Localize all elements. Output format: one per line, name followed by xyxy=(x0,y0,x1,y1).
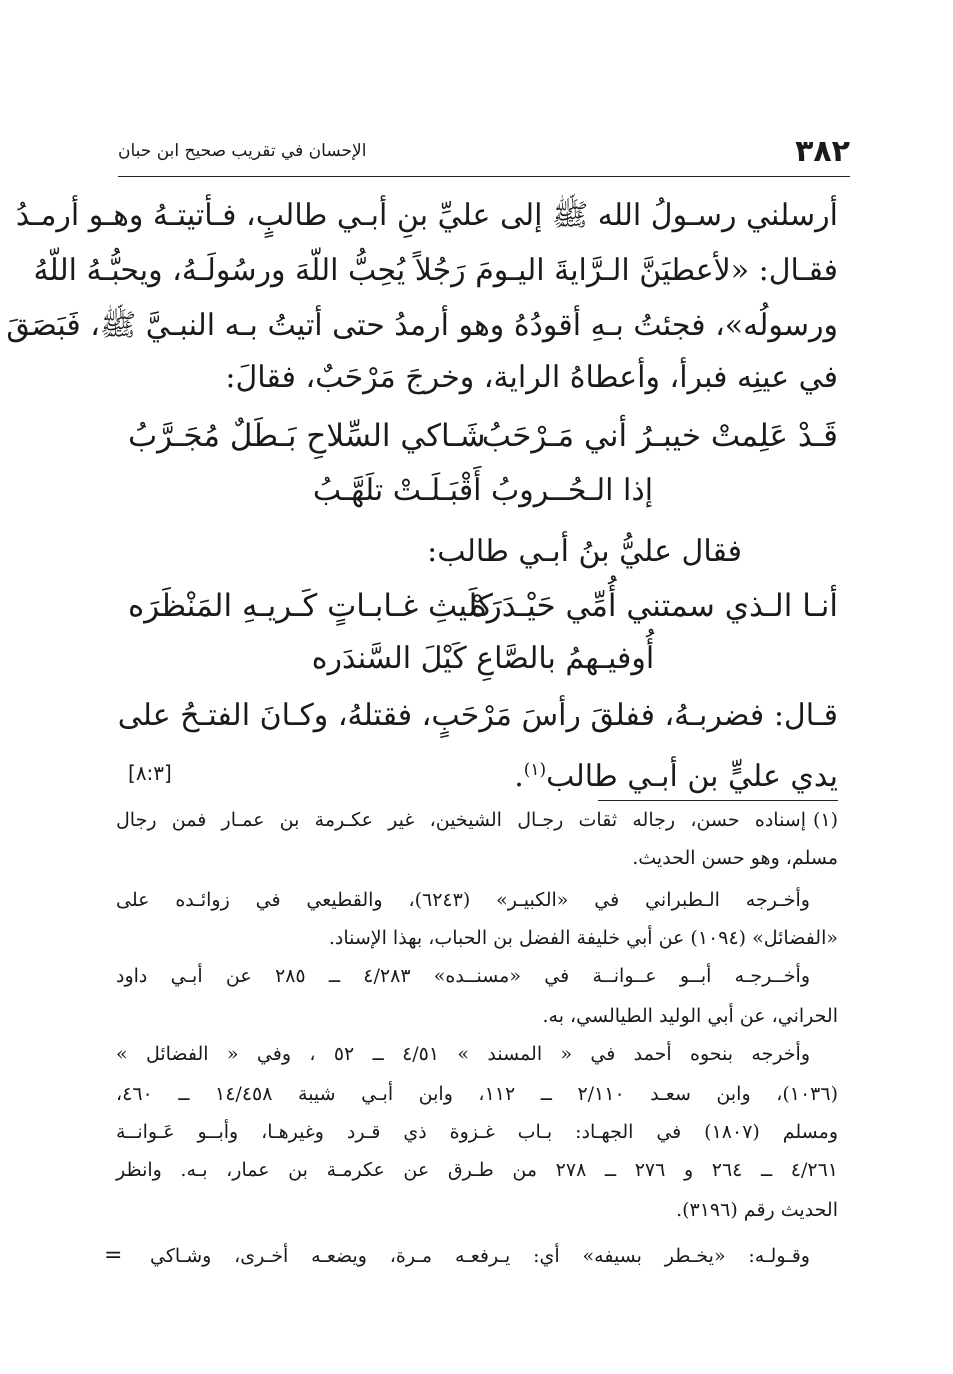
verse-1-closing: إذا الـحُــروبُ أَقْبَـلَـتْ تلَهَّـبُ xyxy=(312,473,654,508)
footnote-reference: (١) xyxy=(523,760,547,780)
continuation-mark: = xyxy=(104,1243,123,1268)
main-line-2: فقـال: «لأعطيَنَّ الـرَّايةَ اليـومَ رَجُلاً يُحِبُّ اللّهَ ورسُولَـهُ، ويحبُّـهُ اللّهُ xyxy=(33,253,838,288)
footnote-line-8: (١٠٣٦)، وابن سعـد ٢/١١٠ ــ ١١٢، وابن أبـي شيبة ١٤/٤٥٨ ــ ٤٦٠، xyxy=(116,1083,838,1105)
verse-1-first-hemistich: قَـدْ عَلِمتْ خيبـرُ أني مَـرْحَبُ xyxy=(481,418,838,454)
closing-line-2-text: يدي عليٍّ بن أبـي طالب xyxy=(546,759,838,794)
page-header xyxy=(118,132,850,172)
page-number: ٣٨٢ xyxy=(795,134,850,169)
intro-text: فقال عليُّ بنُ أبـي طالب: xyxy=(427,534,742,569)
footnote-line-9: ومسلم (١٨٠٧) في الجهـاد: بـاب غـزوة ذي قـرد وغيرهـا، وأبــو عَـوانــة xyxy=(116,1121,838,1143)
footnote-line-1: إسناده حسن، رجاله ثقات رجـال الشيخين، غير عكـرمة بن عمـار فمن رجال xyxy=(116,809,806,831)
footnote-line-3: وأخـرجه الـطبراني في «الكبيـر» (٦٢٤٣)، والقطيعي في زوائـده على xyxy=(116,889,810,911)
footnote-line-12: وقـولـه: «يخـطر بسيفه» أي: يـرفعـه مـرة، ويضعـه أخـرى، وشـاكي xyxy=(150,1245,810,1267)
footnote-line-11: الحديث رقم (٣١٩٦). xyxy=(676,1199,838,1221)
intro-line xyxy=(128,526,838,578)
main-line-4: في عينِه فبرأ، وأعطاهُ الراية، وخرجَ مَرْحَبٌ، فقالَ: xyxy=(225,360,838,395)
main-line-1: أرسلني رسـولُ الله ﷺ إلى عليِّ بنِ أبـي طالبٍ، فـأتيتـهُ وهـو أرمـدُ xyxy=(15,198,838,233)
footnote-marker: (١) xyxy=(812,809,838,831)
footnote-line-7: وأخرجه بنحوه أحمد في « المسند » ٤/٥١ ــ ٥٢ ، وفي « الفضائل » xyxy=(116,1043,811,1065)
hadith-reference: [٨:٣] xyxy=(128,761,172,785)
footnote-rule xyxy=(598,800,838,801)
closing-line-2 xyxy=(128,744,838,803)
running-title: الإحسان في تقريب صحيح ابن حبان xyxy=(118,141,367,161)
verse-2-closing: أُوفيـهمُ بالصَّاعِ كَيْلَ السَّندَره xyxy=(311,641,655,676)
main-line-3: ورسولُه»، فجئتُ بـهِ أقودُهُ وهو أرمدُ حتى أتيتُ بـه النبـيَّ ﷺ، فَبَصَقَ xyxy=(6,308,838,343)
verse-2-first-hemistich: أنـا الـذي سمتني أُمِّي حَيْـدَرَهْ xyxy=(470,588,838,624)
verse-1-second-hemistich: شَـاكي السِّلاحِ بَـطَلٌ مُجَـرَّبُ xyxy=(128,418,486,454)
footnote-line-5: وأخــرجـه أبــو عــوانــة في «مسنــده» ٤/٢٨٣ ــ ٢٨٥ عن أبـي داود xyxy=(116,965,810,987)
header-rule xyxy=(118,176,850,177)
footnote-line-4: «الفضائل» (١٠٩٤) عن أبي خليفة الفضل بن الحباب، بهذا الإسناد. xyxy=(328,927,838,949)
verse-2-second-hemistich: كلَيثِ غـابـاتٍ كَـريـهِ المَنْظَرَه xyxy=(128,588,493,624)
closing-period: . xyxy=(514,759,524,794)
footnote-line-2: مسلم، وهو حسن الحديث. xyxy=(632,847,838,869)
closing-line-1: قـال: فضربـهُ، ففلقَ رأسَ مَرْحَبٍ، فقتلهُ، وكـانَ الفتـحُ على xyxy=(117,698,838,733)
footnote-line-6: الحراني، عن أبي الوليد الطيالسي، به. xyxy=(542,1005,838,1027)
footnote-line-10: ٤/٢٦١ ــ ٢٦٤ و ٢٧٦ ــ ٢٧٨ من طـرق عن عكرمـة بن عمار، بـه. وانظر xyxy=(116,1159,838,1181)
